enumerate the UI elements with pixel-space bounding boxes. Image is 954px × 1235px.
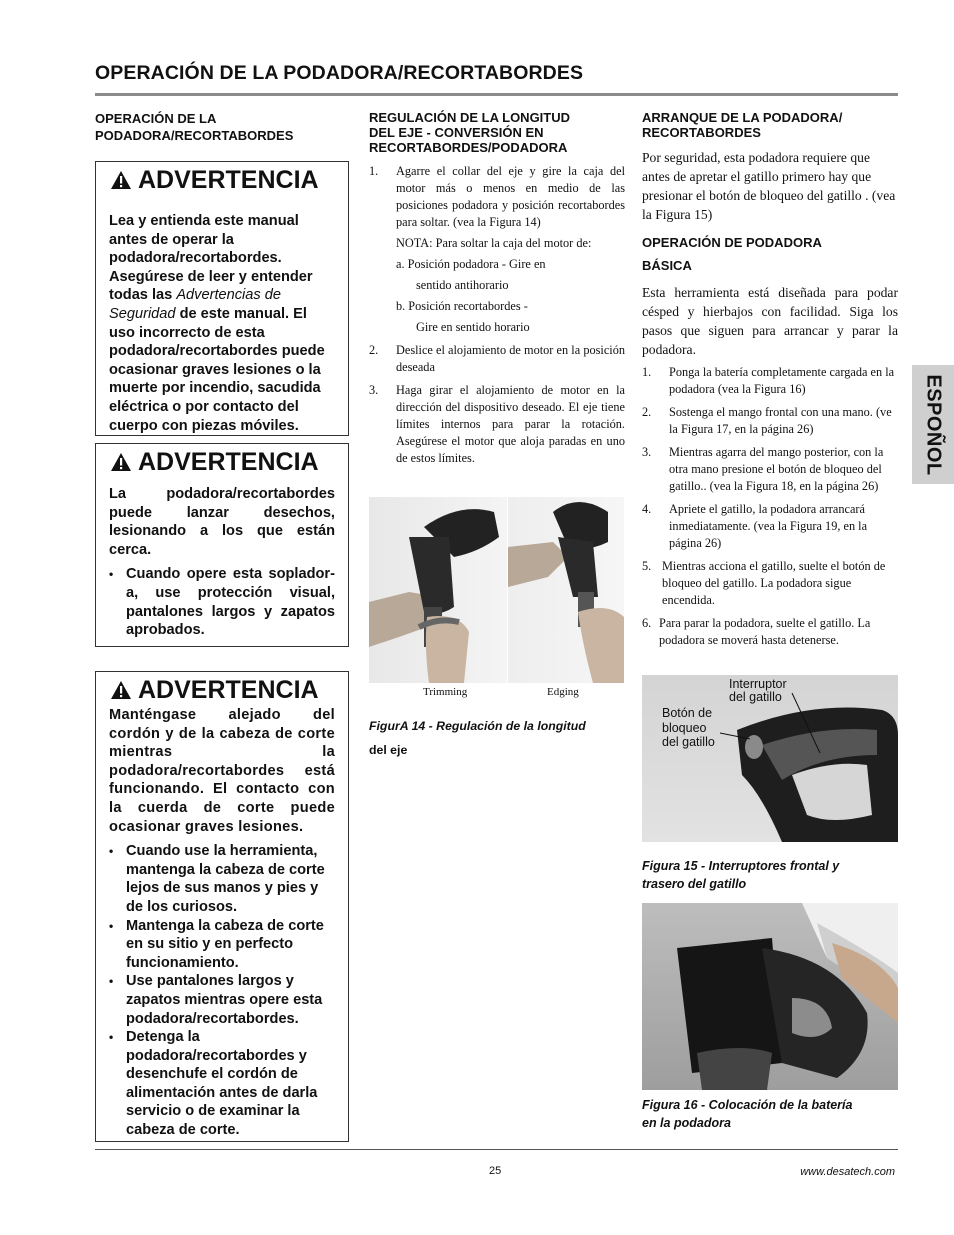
step-number: 4. bbox=[642, 502, 652, 516]
footer-url-link[interactable]: www.desatech.com bbox=[800, 1166, 895, 1178]
section-heading-line: DEL EJE - CONVERSIÓN EN bbox=[369, 125, 544, 140]
bullet-text: Use pantalones largos y zapatos mientras opere esta podadora/recortabordes. bbox=[126, 973, 323, 1027]
list-item bbox=[642, 615, 898, 649]
warning-text-italic: Advertencias de Seguridad bbox=[109, 287, 281, 322]
warning-box-2 bbox=[95, 443, 349, 647]
page-number: 25 bbox=[489, 1165, 502, 1177]
step-text: Apriete el gatillo, la podadora arrancará inmediatamente. (vea la Figura 19, en la página 26) bbox=[669, 502, 868, 550]
bullet-text: Cuando opere esta sopladora, use protección visual, pantalones largos y zapatos aprobados. bbox=[126, 566, 335, 639]
column-right bbox=[642, 110, 898, 655]
bullet-text: Detenga la podadora/recortabordes y desenchufe el cordón de alimentación antes de darla servicio o de examinar la cabeza de corte. bbox=[126, 1029, 318, 1139]
note-text: NOTA: Para soltar la caja del motor de: bbox=[396, 236, 592, 250]
label-line: del gatillo bbox=[662, 735, 715, 749]
list-item: 1. Agarre el collar del eje y gire la caja del motor más o menos en medio de las posiciones podadora y posición recortabordes para soltar. (vea la Figura 14) bbox=[369, 164, 625, 229]
step-number: 3. bbox=[642, 445, 652, 459]
warning-triangle-icon bbox=[110, 170, 132, 190]
figure-16-caption bbox=[642, 1096, 902, 1132]
note-text: a. Posición podadora - Gire en bbox=[396, 257, 546, 271]
section-heading-line: RECORTABORDES bbox=[642, 125, 761, 140]
warning-bullet bbox=[109, 842, 335, 916]
note-text: b. Posición recortabordes - bbox=[396, 299, 528, 313]
sub-heading-line: BÁSICA bbox=[642, 258, 692, 273]
warning-header bbox=[110, 674, 348, 706]
step-text: Mientras agarra del mango posterior, con la otra mano presione el botón de bloqueo del gatillo.. (vea la Figura 18, en la página 26) bbox=[669, 445, 884, 493]
warning-title: ADVERTENCIA bbox=[138, 165, 319, 194]
title-rule bbox=[95, 93, 898, 96]
step-text: Sostenga el mango frontal con una mano. (ve la Figura 17, en la página 26) bbox=[669, 405, 892, 436]
section-heading bbox=[642, 110, 898, 140]
list-item bbox=[642, 501, 898, 552]
bullet-icon: • bbox=[109, 974, 114, 989]
warning-box-3 bbox=[95, 671, 349, 1142]
column-left bbox=[95, 110, 351, 144]
sub-heading bbox=[642, 231, 898, 277]
operation-steps bbox=[642, 364, 898, 649]
section-heading-line: RECORTABORDES/PODADORA bbox=[369, 140, 568, 155]
step-text: Mientras acciona el gatillo, suelte el botón de bloqueo del gatillo. La podadora sigue encendida. bbox=[662, 559, 886, 607]
label-line: bloqueo bbox=[662, 720, 707, 735]
warning-paragraph: La podadora/recortabordes puede lanzar desechos, lesionando a los que están cerca. bbox=[109, 486, 335, 558]
bullet-text: Mantenga la cabeza de corte en su sitio y en perfecto funcionamiento. bbox=[126, 917, 324, 971]
warning-bullet bbox=[109, 1028, 335, 1140]
list-item: 2. Deslice el alojamiento de motor en la posición deseada bbox=[369, 343, 625, 374]
label-line: Botón de bbox=[662, 706, 713, 720]
language-tab-label: ESPOÑOL bbox=[922, 373, 945, 476]
footer-rule bbox=[95, 1149, 898, 1150]
figure-14-trimming-photo bbox=[369, 497, 507, 683]
caption-line: Figura 16 - Colocación de la batería bbox=[642, 1098, 853, 1112]
step-text: Para parar la podadora, suelte el gatillo. La podadora se moverá hasta detenerse. bbox=[659, 616, 871, 647]
step-number: 5. bbox=[642, 559, 652, 573]
sub-intro-paragraph: Esta herramienta está diseñada para podar césped y hierbajos con facilidad. Siga los pasos que siguen para arrancar y parar la podadora. bbox=[642, 285, 898, 357]
section-heading-line: OPERACIÓN DE LA bbox=[95, 111, 217, 126]
section-heading bbox=[369, 110, 625, 155]
warning-bullet bbox=[109, 565, 335, 639]
caption-line: trasero del gatillo bbox=[642, 877, 747, 891]
step-number: 1. bbox=[642, 365, 652, 379]
warning-header bbox=[110, 164, 348, 196]
figure-15-caption bbox=[642, 857, 902, 893]
warning-bullet bbox=[109, 917, 335, 973]
warning-box-1 bbox=[95, 161, 349, 436]
note-text: Gire en sentido horario bbox=[416, 320, 530, 334]
bullet-icon: • bbox=[109, 844, 114, 859]
figure-15-label-lock bbox=[662, 706, 715, 750]
bullet-icon: • bbox=[109, 1030, 114, 1045]
note-text: sentido antihorario bbox=[416, 278, 509, 292]
section-heading-line: PODADORA/RECORTABORDES bbox=[95, 128, 294, 143]
section-heading-line: REGULACIÓN DE LA LONGITUD bbox=[369, 110, 571, 125]
warning-triangle-icon bbox=[110, 680, 132, 700]
warning-header bbox=[110, 446, 348, 478]
label-line: Interruptor bbox=[729, 677, 787, 691]
list-item bbox=[642, 404, 898, 438]
caption-line: Figura 15 - Interruptores frontal y bbox=[642, 859, 840, 873]
sub-heading-line: OPERACIÓN DE PODADORA bbox=[642, 235, 822, 250]
figure-14-edging-photo bbox=[508, 497, 624, 683]
list-item: 3. Haga girar el alojamiento de motor en la dirección del dispositivo deseado. El eje tiene límites internos para parar la rotación. Asegúrese el motor que aloja paradas en uno de estos límites. bbox=[369, 383, 625, 465]
warning-title: ADVERTENCIA bbox=[138, 675, 319, 704]
warning-text-part: Lea y entienda este manual antes de operar la podadora/recortabordes. Asegúrese de leer y entender todas las bbox=[109, 213, 313, 304]
column-middle bbox=[369, 110, 625, 473]
warning-text-part: de este manual. El uso incorrecto de esta podadora/recortabordes puede ocasionar graves lesiones o la muerte por incendio, sacudida eléctrica o por contacto del cuerpo con piezas móviles. bbox=[109, 305, 325, 434]
step-number: 2. bbox=[642, 405, 652, 419]
warning-bullet bbox=[109, 972, 335, 1028]
step-text: Agarre el collar del eje y gire la caja del motor más o menos en medio de las posiciones podadora y posición recortabordes para soltar. (vea la Figura 14) bbox=[396, 164, 625, 229]
warning-text bbox=[96, 706, 348, 1140]
figure-14-caption bbox=[369, 714, 629, 762]
figure-14-label-edging: Edging bbox=[547, 686, 579, 698]
intro-paragraph: Por seguridad, esta podadora requiere que antes de apretar el gatillo primero hay que presionar el botón de bloqueo del gatillo . (vea la Figura 15) bbox=[642, 150, 896, 222]
list-item bbox=[642, 558, 898, 609]
conversion-steps bbox=[369, 342, 625, 467]
step-number: 6. bbox=[642, 616, 652, 630]
section-heading bbox=[95, 110, 351, 144]
bullet-text: Cuando use la herramienta, mantenga la cabeza de corte lejos de sus manos y pies y de los curiosos. bbox=[126, 843, 325, 915]
list-item bbox=[642, 364, 898, 398]
caption-line: del eje bbox=[369, 743, 408, 757]
bullet-icon: • bbox=[109, 567, 114, 582]
caption-line: en la podadora bbox=[642, 1116, 731, 1130]
step-text: Ponga la batería completamente cargada en la podadora (vea la Figura 16) bbox=[669, 365, 895, 396]
warning-triangle-icon bbox=[110, 452, 132, 472]
label-line: del gatillo bbox=[729, 690, 782, 704]
warning-paragraph: Manténgase alejado del cordón y de la cabeza de corte mientras la podadora/recortabordes está funcionando. El contacto con la cuerda de corte puede ocasionar graves lesiones. bbox=[109, 707, 335, 835]
bullet-icon: • bbox=[109, 918, 114, 933]
language-tab bbox=[912, 365, 954, 484]
page-title: OPERACIÓN DE LA PODADORA/RECORTABORDES bbox=[95, 62, 584, 84]
step-text: Deslice el alojamiento de motor en la posición deseada bbox=[396, 343, 625, 374]
warning-text bbox=[96, 485, 348, 640]
section-heading-line: ARRANQUE DE LA PODADORA/ bbox=[642, 110, 843, 125]
figure-15-label-trigger bbox=[729, 678, 787, 704]
warning-title: ADVERTENCIA bbox=[138, 447, 319, 476]
warning-text bbox=[96, 212, 348, 435]
caption-line: FigurA 14 - Regulación de la longitud bbox=[369, 719, 586, 733]
note-block bbox=[396, 233, 625, 338]
figure-16-photo bbox=[642, 903, 898, 1090]
figure-14-label-trimming: Trimming bbox=[423, 686, 468, 698]
conversion-steps bbox=[369, 163, 625, 231]
list-item bbox=[642, 444, 898, 495]
step-text: Haga girar el alojamiento de motor en la dirección del dispositivo deseado. El eje tiene límites internos para parar la rotación. Asegúrese el motor que aloja paradas en uno de estos límites. bbox=[396, 383, 625, 465]
